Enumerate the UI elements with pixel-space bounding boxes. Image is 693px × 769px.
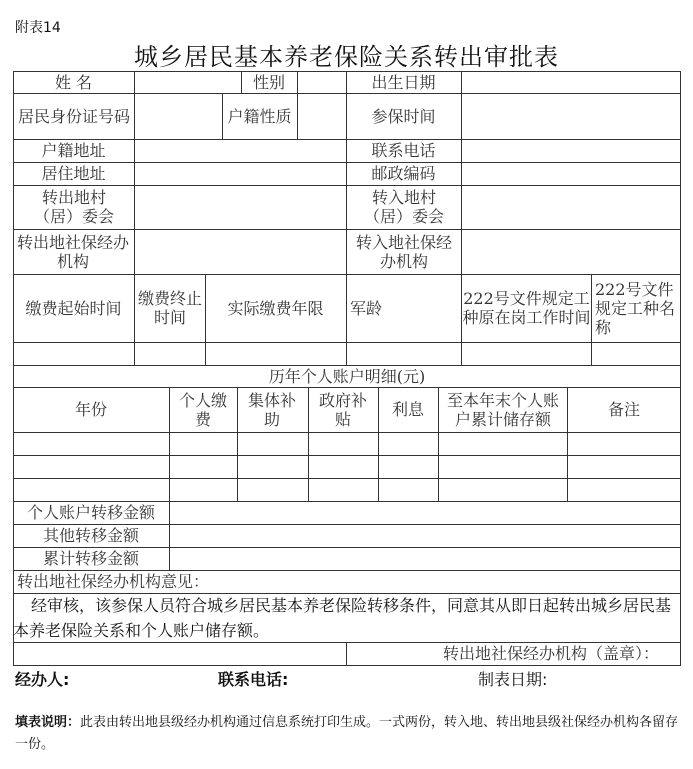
payment-start-header: 缴费起始时间 xyxy=(25,298,122,318)
doc222-job-type-header: 222号文件规定工种名称 xyxy=(595,279,676,337)
actual-years-header: 实际缴费年限 xyxy=(227,298,324,318)
form-title: 城乡居民基本养老保险关系转出审批表 xyxy=(134,43,559,71)
interest-header: 利息 xyxy=(391,400,424,419)
transfer-in-agency-label: 转入地社保经办机构 xyxy=(355,232,452,271)
residence-address-label: 居住地址 xyxy=(41,164,106,183)
phone-label: 联系电话: xyxy=(218,670,289,689)
household-address-label: 户籍地址 xyxy=(41,141,106,160)
year-header: 年份 xyxy=(74,400,107,419)
balance-header: 至本年末个人账户累计储存额 xyxy=(446,390,559,429)
transfer-out-agency-label: 转出地社保经办机构 xyxy=(16,232,129,271)
personal-transfer-amount-label: 个人账户转移金额 xyxy=(26,503,155,522)
col-line xyxy=(134,139,135,274)
row-line xyxy=(13,432,681,433)
doc222-job-time-header: 222号文件规定工种原在岗工作时间 xyxy=(462,289,591,327)
transfer-in-village-label: 转入地村（居）委会 xyxy=(364,188,445,226)
handler-label: 经办人: xyxy=(15,670,70,689)
col-line xyxy=(461,71,462,139)
col-line xyxy=(237,387,238,501)
col-line xyxy=(308,387,309,501)
transfer-out-village-label: 转出地村（居）委会 xyxy=(33,188,114,226)
row-line xyxy=(13,478,681,479)
approval-text: 经审核，该参保人员符合城乡居民基本养老保险转移条件，同意其从即日起转出城乡居民基本养老保险关系和个人账户储存额。 xyxy=(13,596,672,640)
col-line xyxy=(169,387,170,570)
date-label: 制表日期: xyxy=(478,670,548,689)
gender-label: 性别 xyxy=(252,72,285,92)
opinion-label: 转出地社保经办机构意见： xyxy=(17,572,210,591)
household-type-label: 户籍性质 xyxy=(227,106,292,126)
col-line xyxy=(438,387,439,501)
col-line xyxy=(461,139,462,274)
other-transfer-amount-label: 其他转移金额 xyxy=(42,526,139,545)
row-line xyxy=(13,342,681,343)
name-label: 姓 名 xyxy=(54,72,93,92)
government-subsidy-header: 政府补贴 xyxy=(318,390,367,429)
contact-phone-label: 联系电话 xyxy=(371,141,436,160)
collective-subsidy-header: 集体补助 xyxy=(247,390,296,429)
birth-date-label: 出生日期 xyxy=(371,72,436,92)
id-number-label: 居民身份证号码 xyxy=(17,106,130,126)
col-line xyxy=(134,274,135,365)
postal-code-label: 邮政编码 xyxy=(371,164,436,183)
total-transfer-amount-label: 累计转移金额 xyxy=(42,549,139,568)
col-line xyxy=(134,71,135,139)
row-line xyxy=(13,665,681,666)
seal-label: 转出地社保经办机构（盖章）： xyxy=(442,644,659,663)
payment-end-header: 缴费终止时间 xyxy=(137,289,202,327)
fill-instructions xyxy=(15,712,683,756)
insured-time-label: 参保时间 xyxy=(371,106,436,126)
account-section-title: 历年个人账户明细(元) xyxy=(268,366,426,386)
remark-header: 备注 xyxy=(607,400,640,419)
row-line xyxy=(13,455,681,456)
col-line xyxy=(297,71,298,139)
military-years-header: 军龄 xyxy=(350,298,383,318)
note-label: 填表说明： xyxy=(15,715,81,730)
personal-contribution-header: 个人缴费 xyxy=(178,390,227,429)
note-text: 此表由转出地县级经办机构通过信息系统打印生成。一式两份，转入地、转出地县级社保经办机构各留存一份。 xyxy=(15,715,679,752)
appendix-label: 附表14 xyxy=(15,20,61,36)
